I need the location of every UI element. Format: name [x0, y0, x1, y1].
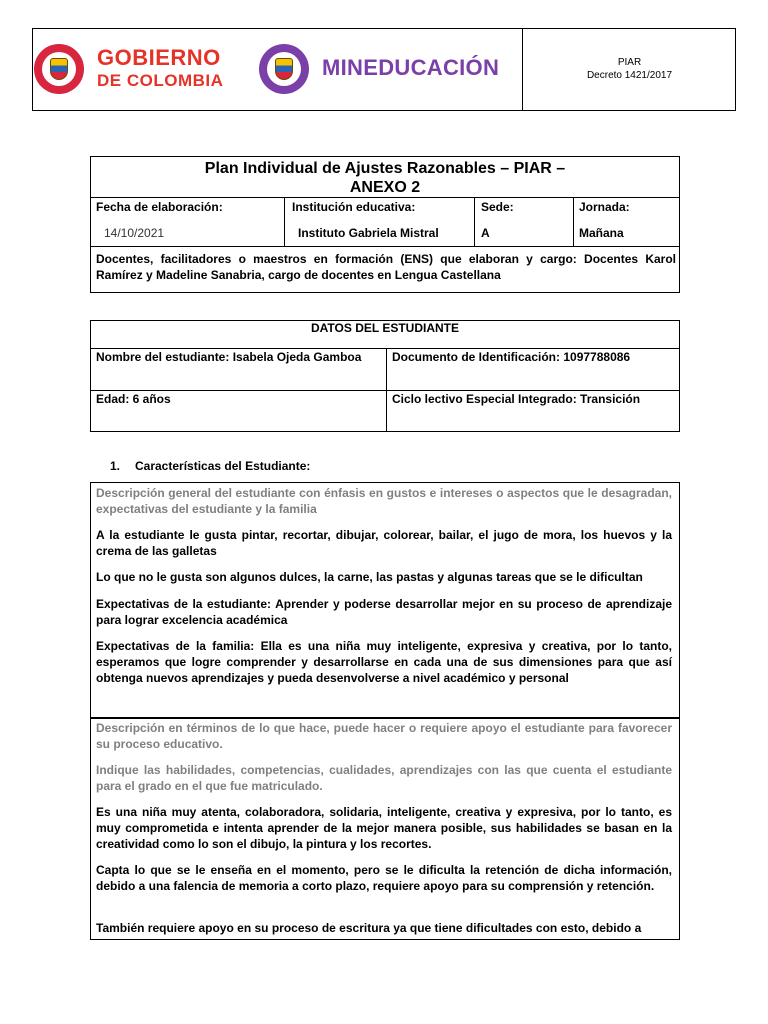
- dislikes-paragraph: Lo que no le gusta son algunos dulces, la carne, las pastas y algunas tareas que se le dificultan: [96, 570, 643, 584]
- row-divider: [90, 390, 680, 391]
- jornada-value: Mañana: [579, 226, 624, 240]
- sede-value: A: [481, 226, 490, 240]
- student-document: Documento de Identificación: 1097788086: [392, 350, 631, 364]
- section-number: 1.: [110, 459, 121, 473]
- student-expectations-paragraph: Expectativas de la estudiante: Aprender y poderse desarrollar mejor en su proceso de aprendizaje para lograr excelencia académica: [96, 597, 672, 627]
- mineducacion-seal-icon: [259, 44, 309, 94]
- student-age: Edad: 6 años: [96, 392, 171, 406]
- mineducacion-logo-text: MINEDUCACIÓN: [322, 55, 500, 80]
- docentes-text: Docentes, facilitadores o maestros en formación (ENS) que elaboran y cargo: Docentes Karol Ramírez y Madeline Sanabria, cargo de docentes en Lengua Castellana: [96, 252, 676, 282]
- support-needs-paragraph: Capta lo que se le enseña en el momento, pero se le dificulta la retención de dicha información, debido a una falencia de memoria a corto plazo, requiere apoyo para su comprensión y retención.: [96, 863, 672, 893]
- gobierno-line1: GOBIERNO: [97, 45, 221, 70]
- abilities-paragraph: Es una niña muy atenta, colaboradora, solidaria, inteligente, creativa y expresiva, por lo tanto, es muy comprometida e intenta aprender de la mejor manera posible, sus habilidades se basan en la creatividad como lo son el dibujo, la pintura y los recortes.: [96, 805, 672, 851]
- header-doc-info: [523, 56, 736, 82]
- general-description-prompt: Descripción general del estudiante con énfasis en gustos e intereses o aspectos que le desagradan, expectativas del estudiante y la familia: [96, 486, 672, 516]
- header-decree: Decreto 1421/2017: [586, 70, 673, 81]
- col-divider: [284, 197, 285, 246]
- plan-title-line1: Plan Individual de Ajustes Razonables – PIAR –: [204, 160, 566, 177]
- coat-of-arms-icon: [50, 58, 68, 80]
- likes-paragraph: A la estudiante le gusta pintar, recortar, dibujar, colorear, bailar, el jugo de mora, los huevos y la crema de las galletas: [96, 528, 672, 558]
- fecha-value: 14/10/2021: [104, 226, 165, 240]
- abilities-prompt-1: Descripción en términos de lo que hace, puede hacer o requiere apoyo el estudiante para favorecer su proceso educativo.: [96, 721, 672, 751]
- student-name: Nombre del estudiante: Isabela Ojeda Gamboa: [96, 350, 362, 364]
- student-table: [90, 320, 680, 432]
- jornada-label: Jornada:: [579, 200, 630, 214]
- student-section-title: DATOS DEL ESTUDIANTE: [310, 321, 459, 335]
- plan-title: [90, 159, 680, 197]
- coat-of-arms-icon: [275, 58, 293, 80]
- header-doc-code: PIAR: [617, 57, 642, 68]
- sede-label: Sede:: [481, 200, 514, 214]
- plan-title-line2: ANEXO 2: [349, 179, 421, 196]
- gobierno-line2: DE COLOMBIA: [97, 71, 224, 90]
- student-cycle: Ciclo lectivo Especial Integrado: Transición: [392, 392, 641, 406]
- row-divider: [90, 246, 680, 247]
- row-divider: [90, 197, 680, 198]
- col-divider: [386, 348, 387, 432]
- abilities-prompt-2: Indique las habilidades, competencias, cualidades, aprendizajes con las que cuenta el estudiante para el grado en el que fue matriculado.: [96, 763, 672, 793]
- institucion-label: Institución educativa:: [292, 200, 416, 214]
- section-heading: Características del Estudiante:: [135, 459, 311, 473]
- family-expectations-paragraph: Expectativas de la familia: Ella es una niña muy inteligente, expresiva y creativa, por lo tanto, esperamos que logre comprender y desarrollarse en cada una de sus dimensiones para que así obtenga nuevos aprendizajes y pueda desenvolverse a nivel académico y personal: [96, 639, 672, 685]
- gobierno-logo-text: [97, 46, 223, 92]
- writing-support-paragraph: También requiere apoyo en su proceso de escritura ya que tiene dificultades con esto, debido a: [96, 921, 642, 935]
- col-divider: [474, 197, 475, 246]
- gobierno-seal-icon: [34, 44, 84, 94]
- col-divider: [573, 197, 574, 246]
- fecha-label: Fecha de elaboración:: [96, 200, 223, 214]
- row-divider: [90, 348, 680, 349]
- institucion-value: Instituto Gabriela Mistral: [298, 226, 439, 240]
